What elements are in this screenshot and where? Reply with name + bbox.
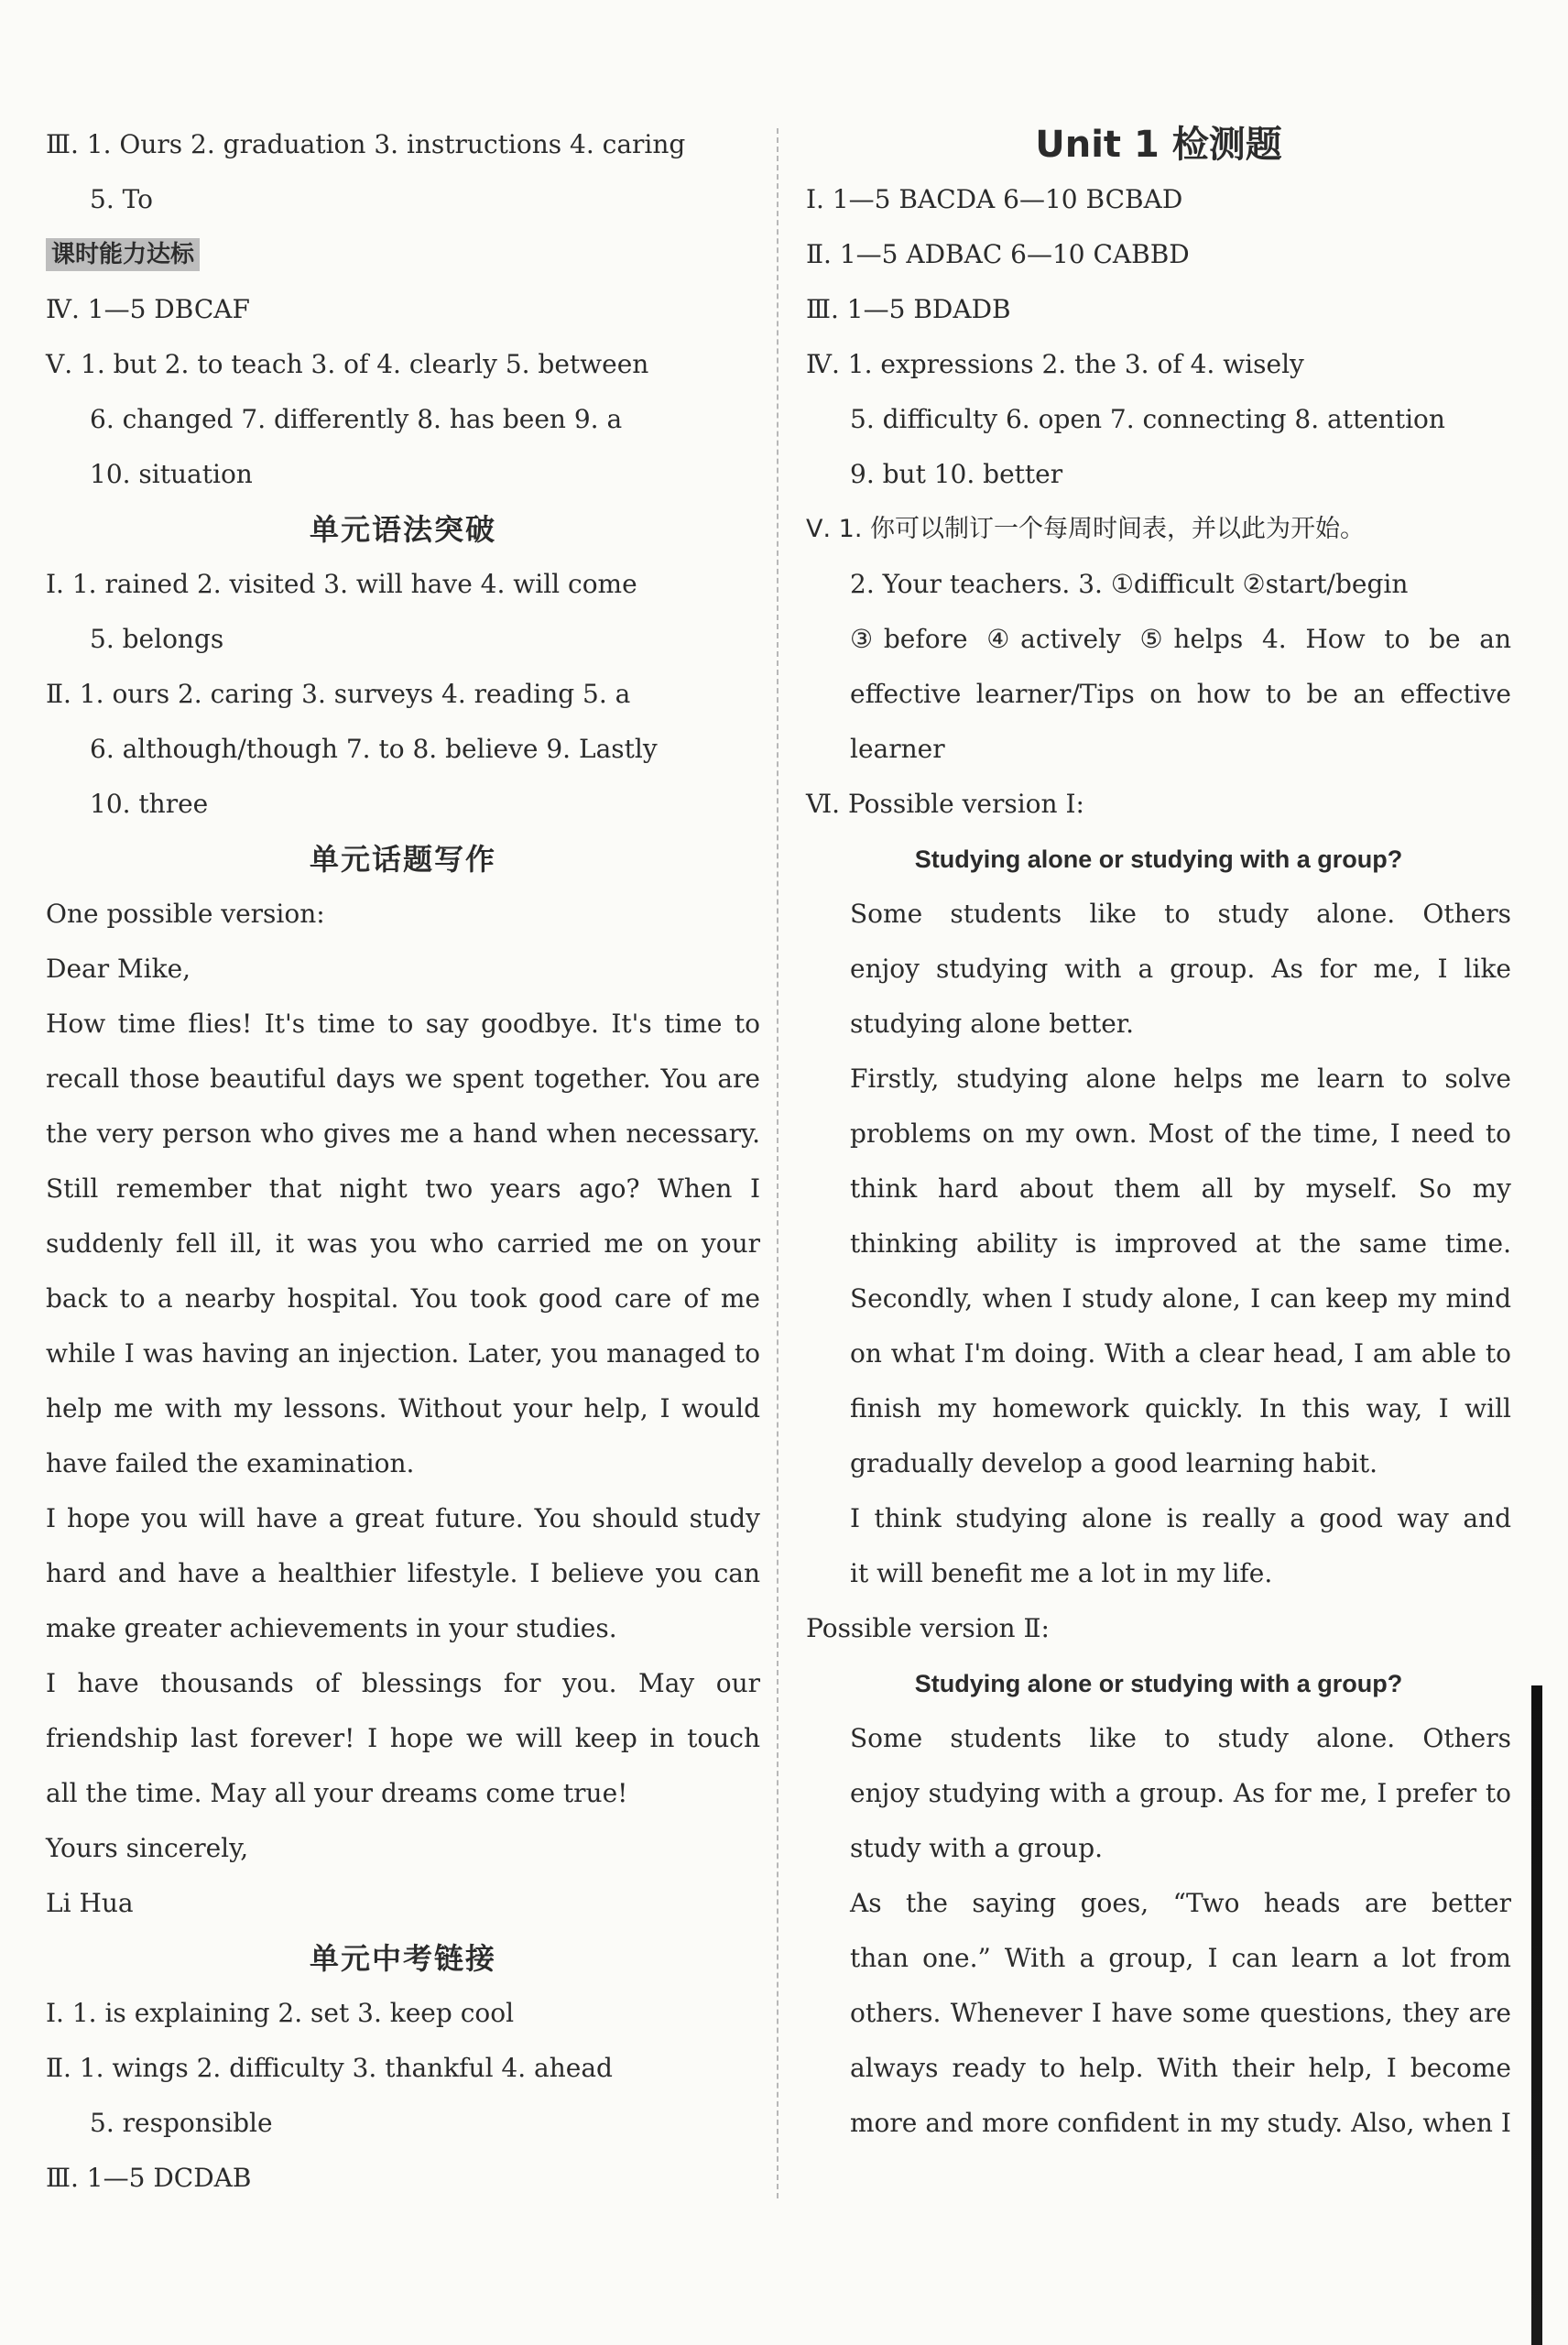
answer-line: ③before ④actively ⑤helps 4. How to be an [850,624,1511,654]
answer-line: Ⅱ. 1. wings 2. difficulty 3. thankful 4. ahead [46,2053,613,2083]
answer-line: 10. three [90,789,209,819]
answer-line: Ⅳ. 1. expressions 2. the 3. of 4. wisely [806,349,1304,379]
essay-line: always ready to help. With their help, I become [850,2053,1511,2083]
essay-line: others. Whenever I have some questions, they are [850,1998,1511,2028]
letter-line: all the time. May all your dreams come true! [46,1778,628,1808]
essay-line: I think studying alone is really a good way and [850,1503,1511,1533]
answer-line: Ⅲ. 1—5 BDADB [806,294,1011,324]
essay-line: gradually develop a good learning habit. [850,1448,1378,1478]
section-title-grammar: 单元语法突破 [309,512,496,547]
letter-line: Li Hua [46,1888,134,1918]
essay-line: study with a group. [850,1833,1104,1863]
answer-line: 6. although/though 7. to 8. believe 9. Lastly [90,734,658,764]
left-column [46,117,760,2206]
answer-line: Ⅴ. 1. 你可以制订一个每周时间表，并以此为开始。 [806,515,1365,543]
unit-title: Unit 1 检测题 [1035,124,1282,166]
essay-title: Studying alone or studying with a group? [914,1670,1403,1697]
essay-line: it will benefit me a lot in my life. [850,1558,1273,1588]
letter-line: Dear Mike, [46,954,191,984]
answer-line: 9. but 10. better [850,459,1063,489]
section-title-writing: 单元话题写作 [309,842,496,877]
section-banner: 课时能力达标 [46,238,200,271]
letter-line: One possible version: [46,899,325,929]
answer-line: Ⅰ. 1—5 BACDA 6—10 BCBAD [806,184,1183,214]
scan-edge-mark [1531,1685,1542,2345]
essay-line: studying alone better. [850,1009,1134,1039]
letter-line: suddenly fell ill, it was you who carried me on your [46,1228,760,1259]
letter-line: I hope you will have a great future. You should study [46,1503,760,1533]
letter-line: hard and have a healthier lifestyle. I believe you can [46,1558,760,1588]
letter-line: make greater achievements in your studies. [46,1613,617,1643]
answer-line: 10. situation [90,459,253,489]
answer-line: 5. belongs [90,624,224,654]
answer-line: Ⅰ. 1. is explaining 2. set 3. keep cool [46,1998,515,2028]
letter-line: How time flies! It's time to say goodbye. It's time to [46,1009,760,1039]
letter-line: recall those beautiful days we spent together. You are [46,1063,760,1094]
answer-line: Possible version Ⅱ: [806,1613,1050,1643]
essay-line: Firstly, studying alone helps me learn to solve [850,1063,1511,1094]
essay-line: on what I'm doing. With a clear head, I am able to [850,1338,1511,1369]
essay-line: enjoy studying with a group. As for me, I like [850,954,1511,984]
answer-line: 5. responsible [90,2108,273,2138]
essay-line: than one.” With a group, I can learn a lot from [850,1943,1511,1973]
letter-line: friendship last forever! I hope we will keep in touch [46,1723,760,1753]
essay-line: Some students like to study alone. Others [850,899,1511,929]
answer-line: 6. changed 7. differently 8. has been 9. a [90,404,623,434]
answer-line: Ⅴ. 1. but 2. to teach 3. of 4. clearly 5. between [46,349,649,379]
answer-line: 5. To [90,184,153,214]
section-banner-wrap [46,227,760,282]
essay-line: finish my homework quickly. In this way, I will [850,1393,1511,1423]
right-column [806,117,1511,2151]
essay-line: think hard about them all by myself. So my [850,1173,1511,1204]
essay-line: Secondly, when I study alone, I can keep my mind [850,1283,1511,1314]
answer-line: Ⅰ. 1. rained 2. visited 3. will have 4. will come [46,569,637,599]
essay-line: problems on my own. Most of the time, I need to [850,1118,1511,1149]
column-divider [777,128,779,2198]
essay-line: As the saying goes, “Two heads are better [850,1888,1511,1918]
essay-line: enjoy studying with a group. As for me, I prefer to [850,1778,1511,1808]
answer-line: 2. Your teachers. 3. ①difficult ②start/begin [850,569,1409,599]
answer-line: Ⅱ. 1. ours 2. caring 3. surveys 4. reading 5. a [46,679,631,709]
answer-line: Ⅲ. 1. Ours 2. graduation 3. instructions 4. caring [46,129,686,159]
answer-line: Ⅳ. 1—5 DBCAF [46,294,250,324]
letter-line: while I was having an injection. Later, you managed to [46,1338,760,1369]
essay-title: Studying alone or studying with a group? [914,845,1403,873]
answer-line: Ⅱ. 1—5 ADBAC 6—10 CABBD [806,239,1190,269]
answer-line: Ⅲ. 1—5 DCDAB [46,2163,252,2193]
letter-line: the very person who gives me a hand when necessary. [46,1118,760,1149]
essay-line: more and more confident in my study. Also, when I [850,2108,1511,2138]
essay-line: thinking ability is improved at the same time. [850,1228,1511,1259]
section-title-exam: 单元中考链接 [309,1941,496,1976]
essay-line: Some students like to study alone. Others [850,1723,1511,1753]
letter-line: I have thousands of blessings for you. May our [46,1668,760,1698]
letter-line: back to a nearby hospital. You took good care of me [46,1283,760,1314]
letter-line: Still remember that night two years ago? When I [46,1173,760,1204]
answer-line: Ⅵ. Possible version Ⅰ: [806,789,1084,819]
letter-line: Yours sincerely, [46,1833,249,1863]
letter-line: have failed the examination. [46,1448,415,1478]
answer-line: learner [850,734,945,764]
answer-line: 5. difficulty 6. open 7. connecting 8. attention [850,404,1445,434]
answer-line: effective learner/Tips on how to be an effective [850,679,1511,709]
letter-line: help me with my lessons. Without your help, I would [46,1393,760,1423]
